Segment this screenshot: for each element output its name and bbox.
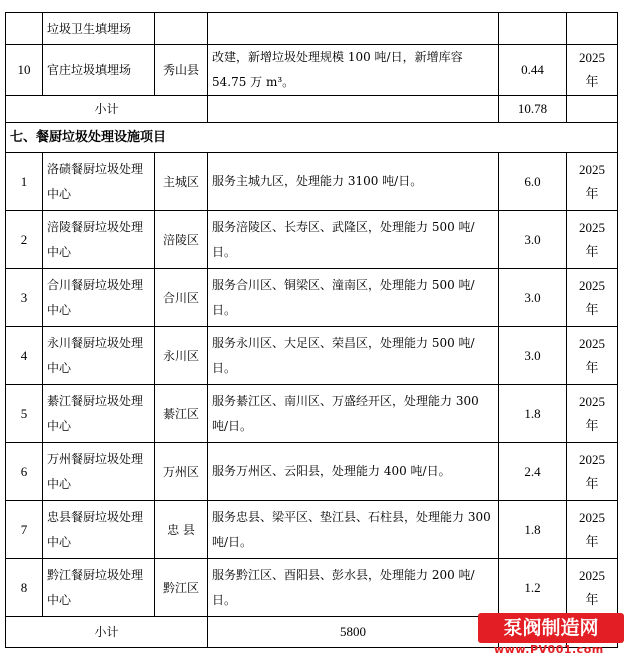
subtotal-value: 5800 — [208, 617, 499, 648]
watermark-brand: 泵阀制造网 — [478, 613, 624, 643]
year-cell: 2025 年 — [567, 45, 618, 96]
content-cell: 改建，新增垃圾处理规模 100 吨/日，新增库容 54.75 万 m³。 — [208, 45, 499, 96]
county-cell: 主城区 — [155, 153, 208, 211]
subtotal-label: 小计 — [6, 617, 208, 648]
no-cell: 3 — [6, 269, 43, 327]
name-cell: 官庄垃圾填埋场 — [43, 45, 155, 96]
invest-cell: 0.44 — [499, 45, 567, 96]
content-cell: 服务忠县、梁平区、垫江县、石柱县，处理能力 300 吨/日。 — [208, 501, 499, 559]
year-cell: 2025 年 — [567, 559, 618, 617]
no-cell: 8 — [6, 559, 43, 617]
invest-cell: 1.2 — [499, 559, 567, 617]
no-cell: 10 — [6, 45, 43, 96]
name-cell: 合川餐厨垃圾处理中心 — [43, 269, 155, 327]
year-cell: 2025 年 — [567, 211, 618, 269]
content-cell: 服务合川区、铜梁区、潼南区，处理能力 500 吨/日。 — [208, 269, 499, 327]
watermark-url: www.PV001.com — [494, 643, 604, 656]
table-row — [6, 385, 618, 443]
year-cell: 2025 年 — [567, 443, 618, 501]
table-row — [6, 45, 618, 96]
invest-cell: 1.8 — [499, 501, 567, 559]
content-cell: 服务涪陵区、长寿区、武隆区，处理能力 500 吨/日。 — [208, 211, 499, 269]
subtotal-value: 10.78 — [499, 96, 567, 123]
items-body — [6, 153, 618, 617]
name-cell: 洛碛餐厨垃圾处理中心 — [43, 153, 155, 211]
county-cell: 秀山县 — [155, 45, 208, 96]
no-cell: 6 — [6, 443, 43, 501]
no-cell: 5 — [6, 385, 43, 443]
year-cell: 2025 年 — [567, 327, 618, 385]
county-cell: 万州区 — [155, 443, 208, 501]
content-cell: 服务永川区、大足区、荣昌区，处理能力 500 吨/日。 — [208, 327, 499, 385]
section-title: 七、餐厨垃圾处理设施项目 — [6, 123, 618, 153]
county-cell: 黔江区 — [155, 559, 208, 617]
county-cell: 合川区 — [155, 269, 208, 327]
name-cell: 万州餐厨垃圾处理中心 — [43, 443, 155, 501]
year-cell: 2025 年 — [567, 153, 618, 211]
watermark-logo — [438, 609, 624, 655]
table-row — [6, 327, 618, 385]
county-cell: 涪陵区 — [155, 211, 208, 269]
year-cell: 2025 年 — [567, 501, 618, 559]
no-cell: 2 — [6, 211, 43, 269]
content-cell: 服务綦江区、南川区、万盛经开区，处理能力 300 吨/日。 — [208, 385, 499, 443]
name-cell: 永川餐厨垃圾处理中心 — [43, 327, 155, 385]
invest-cell: 3.0 — [499, 211, 567, 269]
invest-cell: 3.0 — [499, 269, 567, 327]
county-cell: 永川区 — [155, 327, 208, 385]
content-cell: 服务主城九区，处理能力 3100 吨/日。 — [208, 153, 499, 211]
content-cell: 服务万州区、云阳县，处理能力 400 吨/日。 — [208, 443, 499, 501]
no-cell: 4 — [6, 327, 43, 385]
year-cell: 2025 年 — [567, 385, 618, 443]
name-cell: 忠县餐厨垃圾处理中心 — [43, 501, 155, 559]
name-cell: 黔江餐厨垃圾处理中心 — [43, 559, 155, 617]
name-cell: 垃圾卫生填埋场 — [43, 13, 155, 45]
subtotal-label: 小计 — [6, 96, 208, 123]
invest-cell: 3.0 — [499, 327, 567, 385]
invest-cell: 2.4 — [499, 443, 567, 501]
project-table — [5, 12, 618, 648]
invest-cell: 1.8 — [499, 385, 567, 443]
table-row — [6, 153, 618, 211]
year-cell: 2025 年 — [567, 269, 618, 327]
no-cell: 7 — [6, 501, 43, 559]
county-cell: 忠 县 — [155, 501, 208, 559]
table-row — [6, 501, 618, 559]
table-row — [6, 211, 618, 269]
table-row — [6, 13, 618, 45]
subtotal-row — [6, 96, 618, 123]
no-cell: 1 — [6, 153, 43, 211]
name-cell: 涪陵餐厨垃圾处理中心 — [43, 211, 155, 269]
table-row — [6, 269, 618, 327]
table-row — [6, 559, 618, 617]
content-cell: 服务黔江区、酉阳县、彭水县，处理能力 200 吨/日。 — [208, 559, 499, 617]
name-cell: 綦江餐厨垃圾处理中心 — [43, 385, 155, 443]
county-cell: 綦江区 — [155, 385, 208, 443]
invest-cell: 6.0 — [499, 153, 567, 211]
section-row — [6, 123, 618, 153]
table-row — [6, 443, 618, 501]
